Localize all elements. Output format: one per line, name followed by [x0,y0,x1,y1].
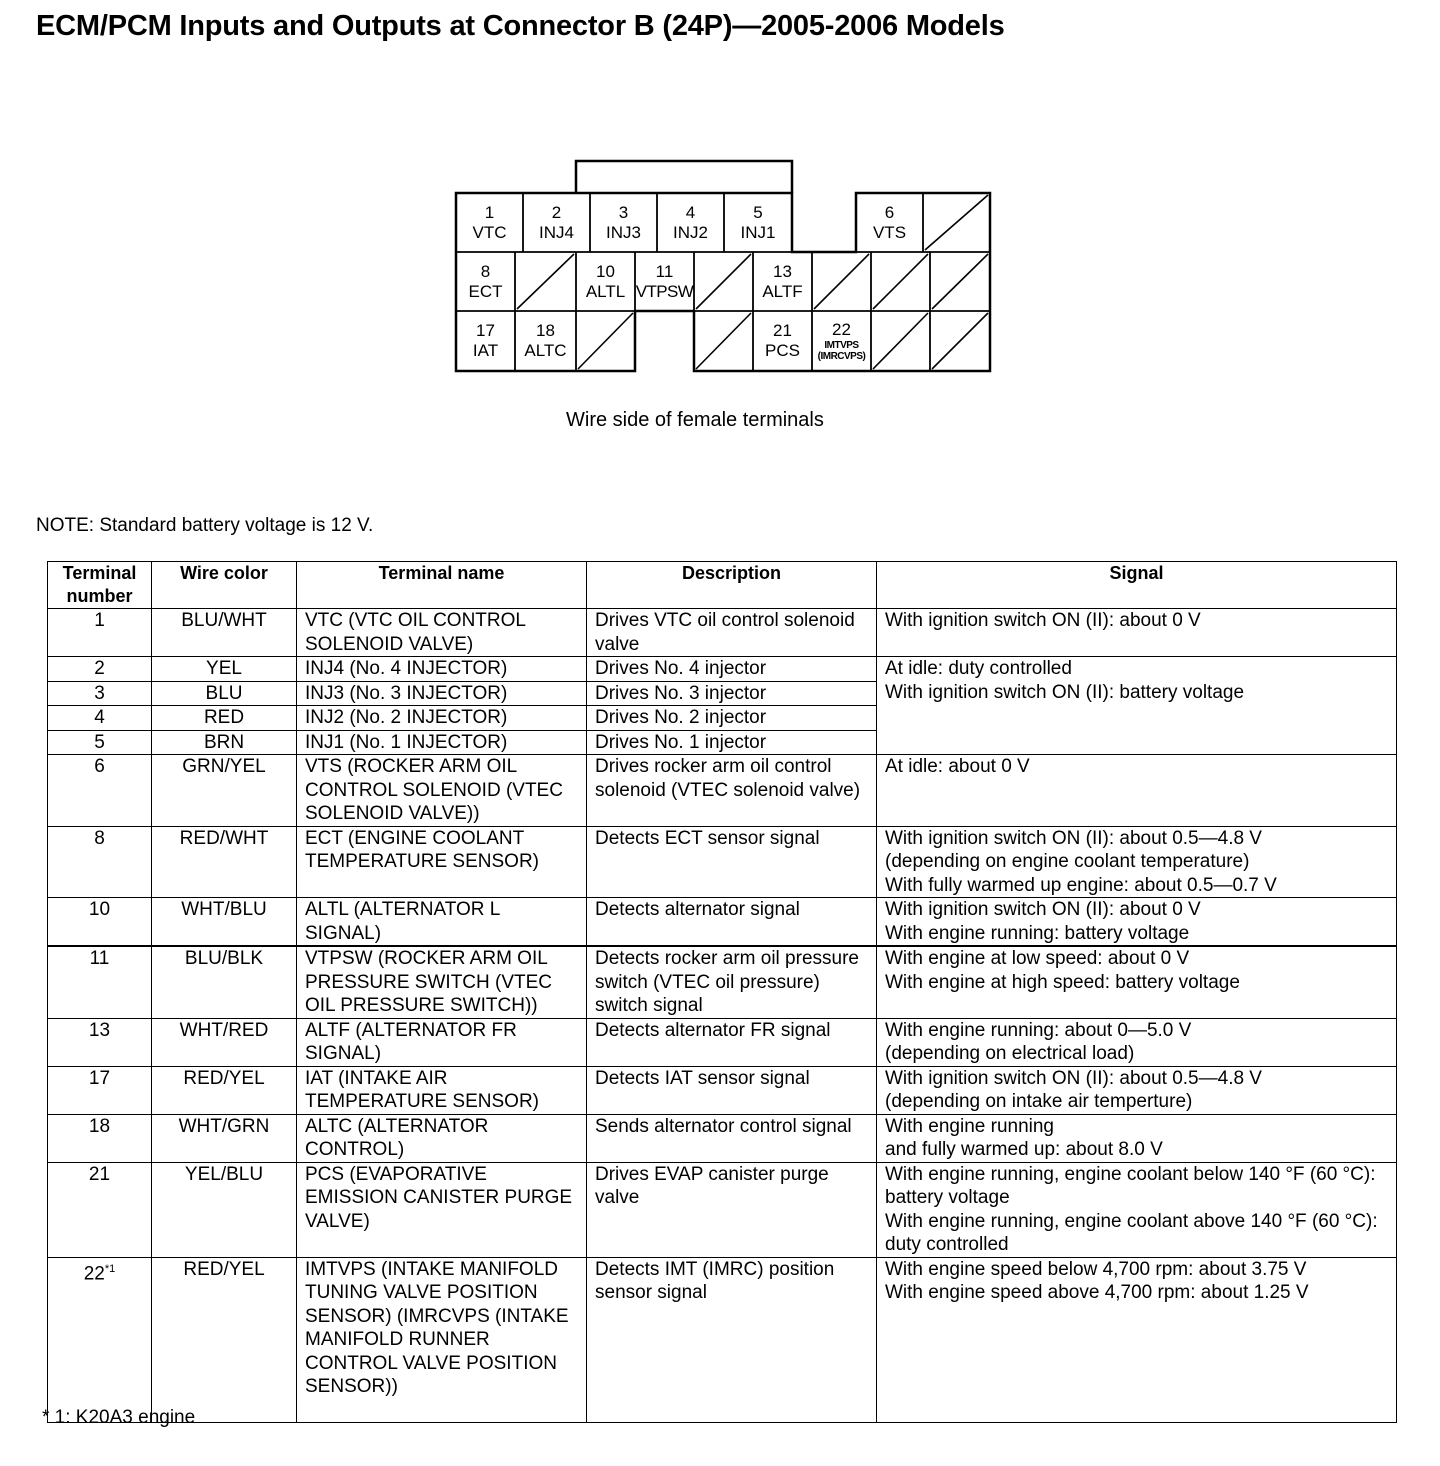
name-cell: PCS (EVAPORATIVE EMISSION CANISTER PURGE VALVE) [297,1162,587,1257]
header-terminal-name: Terminal name [297,562,587,609]
table-row [48,1114,1397,1162]
signal-cell [877,1114,1397,1162]
terminal-3 [590,193,657,252]
name-cell: VTPSW (ROCKER ARM OIL PRESSURE SWITCH (VTEC OIL PRESSURE SWITCH)) [297,946,587,1018]
name-cell: ECT (ENGINE COOLANT TEMPERATURE SENSOR) [297,826,587,898]
terminal-label: INJ3 [606,222,641,242]
terminal-number: 5 [753,202,763,222]
terminal-label: ALTC [524,341,567,360]
table-row [48,755,1397,827]
desc-cell: Drives VTC oil control solenoid valve [587,609,877,657]
header-description: Description [587,562,877,609]
name-cell: VTC (VTC OIL CONTROL SOLENOID VALVE) [297,609,587,657]
table-header-row [48,562,1397,609]
signal-line: With engine running [885,1115,1054,1137]
signal-line: (depending on intake air temperture) [885,1091,1193,1112]
name-cell: INJ2 (No. 2 INJECTOR) [297,706,587,731]
desc-cell: Detects IAT sensor signal [587,1066,877,1114]
desc-cell: Detects alternator signal [587,898,877,947]
signal-line: With fully warmed up engine: about 0.5—0.7 V [885,874,1277,896]
terminal-cell [48,1257,152,1422]
wire-cell: GRN/YEL [152,755,297,827]
desc-cell: Drives No. 3 injector [587,681,877,706]
desc-cell: Drives No. 1 injector [587,730,877,755]
name-cell: ALTC (ALTERNATOR CONTROL) [297,1114,587,1162]
terminal-label: ALTL [585,281,626,301]
terminal-11 [631,252,698,311]
signal-cell [877,898,1397,947]
wire-cell: YEL/BLU [152,1162,297,1257]
signal-line: and fully warmed up: about 8.0 V [885,1139,1163,1160]
terminal-number: 11 [655,261,674,281]
table-row [48,1066,1397,1114]
signal-line: With ignition switch ON (II): about 0.5—4.8 V [885,1067,1262,1089]
signal-cell [877,946,1397,1018]
terminal-5 [724,193,792,252]
desc-cell: Drives rocker arm oil control solenoid (VTEC solenoid valve) [587,755,877,827]
terminal-2 [523,193,590,252]
desc-cell: Drives EVAP canister purge valve [587,1162,877,1257]
terminal-cell: 6 [48,755,152,827]
signal-line: With engine speed below 4,700 rpm: about 3.75 V [885,1258,1307,1280]
signal-line: With engine at high speed: battery voltage [885,971,1240,993]
terminal-number: 2 [551,202,562,222]
table-row [48,898,1397,947]
page-title: ECM/PCM Inputs and Outputs at Connector B (24P)—2005-2006 Models [36,10,1005,42]
signal-line: With ignition switch ON (II): battery voltage [885,681,1245,703]
terminal-6 [856,193,923,252]
terminal-number: 18 [536,321,555,340]
terminal-21 [753,311,812,371]
desc-cell: Detects ECT sensor signal [587,826,877,898]
terminal-label: VTPSW [635,281,694,301]
wire-cell: WHT/RED [152,1018,297,1066]
signal-line: With ignition switch ON (II): about 0 V [885,899,1201,920]
terminal-number: 4 [685,202,696,222]
header-wire-color: Wire color [152,562,297,609]
terminal-10 [576,252,635,311]
wire-cell: BLU [152,681,297,706]
terminal-label: VTC [472,222,507,242]
terminal-cell: 8 [48,826,152,898]
name-cell: VTS (ROCKER ARM OIL CONTROL SOLENOID (VTEC SOLENOID VALVE)) [297,755,587,827]
signal-line: With engine running, engine coolant below 140 °F (60 °C): battery voltage [885,1163,1376,1208]
terminal-number: 6 [884,202,895,222]
note: NOTE: Standard battery voltage is 12 V. [36,515,374,536]
footnote-marker: *1 [104,1262,116,1275]
footnote: * 1: K20A3 engine [42,1407,196,1428]
terminal-22 [812,311,871,371]
terminal-cell: 21 [48,1162,152,1257]
name-cell: INJ1 (No. 1 INJECTOR) [297,730,587,755]
wire-cell: RED/WHT [152,826,297,898]
terminal-label: ECT [468,281,503,301]
terminal-number: 8 [480,261,491,281]
signal-cell [877,1018,1397,1066]
signal-cell [877,1066,1397,1114]
terminal-17 [456,311,515,371]
signal-line: At idle: duty controlled [885,658,1072,679]
terminal-cell: 18 [48,1114,152,1162]
terminal-cell: 13 [48,1018,152,1066]
signal-line: With engine running, engine coolant above 140 °F (60 °C): duty controlled [885,1210,1378,1255]
terminal-number: 21 [773,321,792,340]
terminal-1 [456,193,523,252]
terminal-label-alt: (IMRCVPS) [817,351,866,362]
terminal-cell: 5 [48,730,152,755]
terminal-cell: 3 [48,681,152,706]
wire-cell: WHT/BLU [152,898,297,947]
signal-cell [877,1162,1397,1257]
terminal-cell: 17 [48,1066,152,1114]
name-cell: ALTF (ALTERNATOR FR SIGNAL) [297,1018,587,1066]
terminal-cell: 10 [48,898,152,947]
terminal-label: IAT [472,341,499,360]
desc-cell: Detects IMT (IMRC) position sensor signal [587,1257,877,1422]
table-row [48,1162,1397,1257]
desc-cell: Drives No. 2 injector [587,706,877,731]
table-row [48,826,1397,898]
signal-line: With engine at low speed: about 0 V [885,948,1190,969]
connector-caption: Wire side of female terminals [566,409,824,431]
signal-line: With engine speed above 4,700 rpm: about 1.25 V [885,1282,1309,1303]
terminal-cell: 2 [48,657,152,682]
terminal-number: 22 [83,1262,105,1284]
name-cell: ALTL (ALTERNATOR L SIGNAL) [297,898,587,947]
signal-line: With engine running: about 0—5.0 V [885,1019,1192,1041]
io-table [47,561,1397,1423]
signal-cell: At idle: about 0 V [877,755,1397,827]
terminal-number: 10 [596,261,615,281]
name-cell: IMTVPS (INTAKE MANIFOLD TUNING VALVE POSITION SENSOR) (IMRCVPS (INTAKE MANIFOLD RUNNER CONTROL VALVE POSITION SENSOR)) [297,1257,587,1422]
table-row [48,1018,1397,1066]
desc-cell: Detects alternator FR signal [587,1018,877,1066]
signal-cell: With ignition switch ON (II): about 0 V [877,609,1397,657]
terminal-13 [753,252,812,311]
wire-cell: RED [152,706,297,731]
terminal-8 [456,252,515,311]
signal-line: With ignition switch ON (II): about 0.5—4.8 V [885,827,1262,849]
table-row [48,657,1397,682]
name-cell: INJ3 (No. 3 INJECTOR) [297,681,587,706]
signal-cell [877,657,1397,755]
signal-line: (depending on electrical load) [885,1043,1135,1064]
terminal-label: IMTVPS [824,340,859,351]
table-row [48,609,1397,657]
terminal-cell: 11 [48,946,152,1018]
terminal-cell: 4 [48,706,152,731]
terminal-number: 13 [773,261,792,281]
desc-cell: Drives No. 4 injector [587,657,877,682]
table-row [48,946,1397,1018]
wire-cell: BLU/WHT [152,609,297,657]
name-cell: INJ4 (No. 4 INJECTOR) [297,657,587,682]
signal-line: With engine running: battery voltage [885,922,1190,944]
desc-cell: Detects rocker arm oil pressure switch (VTEC oil pressure) switch signal [587,946,877,1018]
terminal-number: 1 [484,202,495,222]
terminal-number: 3 [618,202,629,222]
terminal-label: INJ2 [673,222,708,242]
header-signal: Signal [877,562,1397,609]
wire-cell: YEL [152,657,297,682]
table-row [48,1257,1397,1422]
wire-cell: RED/YEL [152,1066,297,1114]
terminal-label: PCS [765,341,800,360]
desc-cell: Sends alternator control signal [587,1114,877,1162]
terminal-label: INJ4 [539,222,574,242]
name-cell: IAT (INTAKE AIR TEMPERATURE SENSOR) [297,1066,587,1114]
signal-cell [877,1257,1397,1422]
wire-cell: WHT/GRN [152,1114,297,1162]
terminal-cell: 1 [48,609,152,657]
signal-line: (depending on engine coolant temperature) [885,851,1250,872]
terminal-number: 17 [476,321,495,340]
terminal-4 [657,193,724,252]
terminal-label: ALTF [762,281,803,301]
signal-cell [877,826,1397,898]
terminal-number: 22 [832,320,851,339]
wire-cell: BRN [152,730,297,755]
wire-cell: BLU/BLK [152,946,297,1018]
wire-cell: RED/YEL [152,1257,297,1422]
header-terminal: Terminal number [48,562,152,609]
terminal-label: VTS [872,222,907,242]
terminal-label: INJ1 [740,222,776,242]
terminal-18 [515,311,576,371]
